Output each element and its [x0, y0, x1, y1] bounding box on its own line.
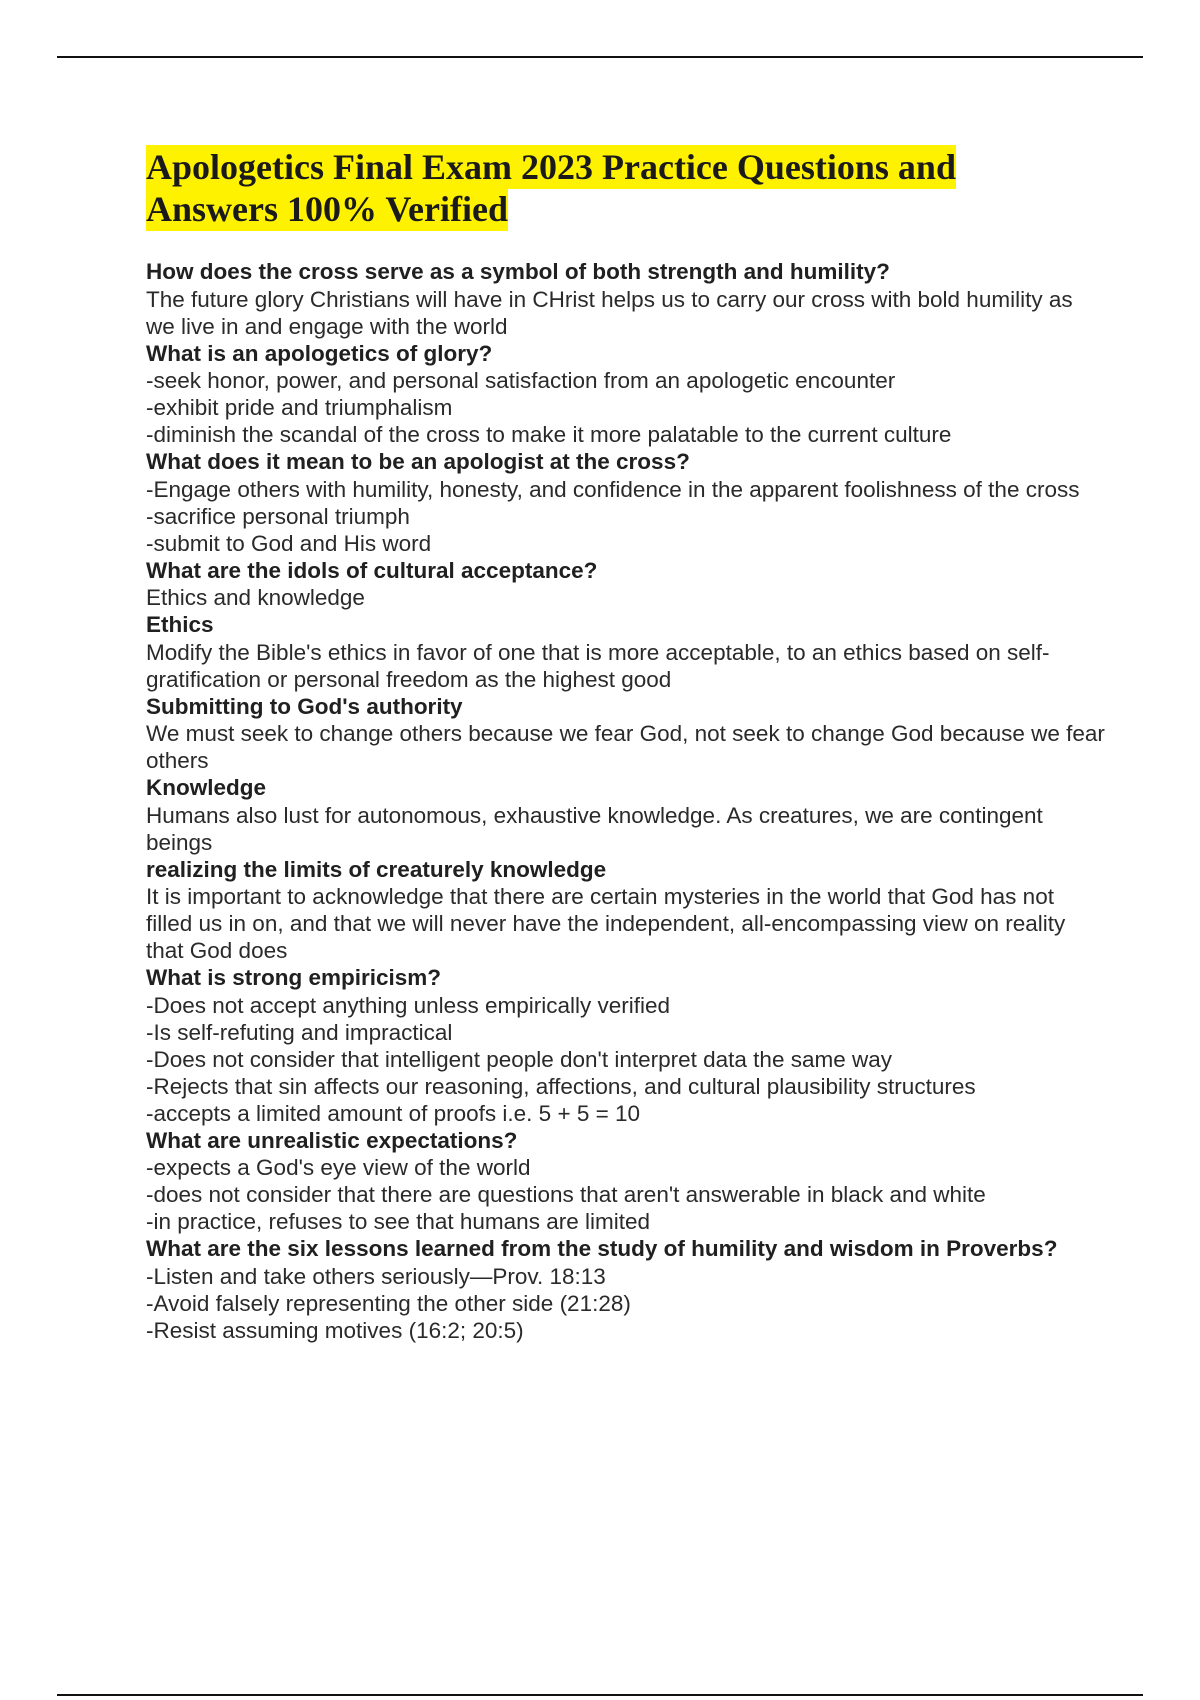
question: What are unrealistic expectations?	[146, 1127, 518, 1153]
question: What are the six lessons learned from the study of humility and wisdom in Proverbs?	[146, 1236, 1058, 1261]
answer-line: -exhibit pride and triumphalism	[146, 395, 453, 420]
question: realizing the limits of creaturely knowledge	[146, 856, 607, 882]
answer-line: Humans also lust for autonomous, exhaustive knowledge. As creatures, we are contingent beings	[146, 802, 1043, 855]
qa-list	[146, 258, 1106, 1344]
answer-line: -Does not consider that intelligent people don't interpret data the same way	[146, 1046, 892, 1072]
question: Submitting to God's authority	[146, 693, 463, 719]
answer-line: -Listen and take others seriously—Prov. 18:13	[146, 1263, 606, 1289]
question: What are the idols of cultural acceptance?	[146, 557, 598, 583]
answer-line: -seek honor, power, and personal satisfaction from an apologetic encounter	[146, 368, 896, 393]
answer-line: -expects a God's eye view of the world	[146, 1155, 531, 1180]
question: What is strong empiricism?	[146, 965, 442, 990]
title-highlight: Apologetics Final Exam 2023 Practice Questions and Answers 100% Verified	[146, 147, 956, 229]
answer-line: -Does not accept anything unless empirically verified	[146, 992, 671, 1018]
answer-line: It is important to acknowledge that there are certain mysteries in the world that God has not filled us in on, and that we will never have the independent, all-encompassing view on reality that God does	[146, 884, 1066, 963]
question: How does the cross serve as a symbol of both strength and humility?	[146, 259, 890, 284]
answer-line: We must seek to change others because we fear God, not seek to change God because we fear others	[146, 721, 1105, 773]
answer-line: -Resist assuming motives (16:2; 20:5)	[146, 1317, 524, 1343]
answer-line: -sacrifice personal triumph	[146, 503, 410, 529]
answer-line: -Avoid falsely representing the other side (21:28)	[146, 1290, 631, 1316]
answer-line: Ethics and knowledge	[146, 585, 365, 610]
top-rule	[57, 56, 1143, 58]
answer-line: -diminish the scandal of the cross to make it more palatable to the current culture	[146, 422, 952, 447]
answer-line: -Is self-refuting and impractical	[146, 1019, 453, 1045]
question: Knowledge	[146, 775, 267, 800]
answer-line: The future glory Christians will have in CHrist helps us to carry our cross with bold humility as we live in and engage with the world	[146, 286, 1073, 339]
answer-line: Modify the Bible's ethics in favor of one that is more acceptable, to an ethics based on self-gratification or personal freedom as the highest good	[146, 639, 1050, 692]
question: Ethics	[146, 612, 214, 637]
question: What does it mean to be an apologist at the cross?	[146, 449, 690, 474]
document-title	[146, 146, 1076, 230]
question: What is an apologetics of glory?	[146, 340, 493, 366]
answer-line: -Rejects that sin affects our reasoning, affections, and cultural plausibility structures	[146, 1073, 976, 1099]
answer-line: -does not consider that there are questions that aren't answerable in black and white	[146, 1182, 986, 1207]
answer-line: -Engage others with humility, honesty, and confidence in the apparent foolishness of the cross	[146, 476, 1080, 502]
answer-line: -accepts a limited amount of proofs i.e. 5 + 5 = 10	[146, 1100, 641, 1126]
answer-line: -in practice, refuses to see that humans are limited	[146, 1209, 650, 1234]
answer-line: -submit to God and His word	[146, 530, 432, 556]
bottom-rule	[57, 1694, 1143, 1696]
